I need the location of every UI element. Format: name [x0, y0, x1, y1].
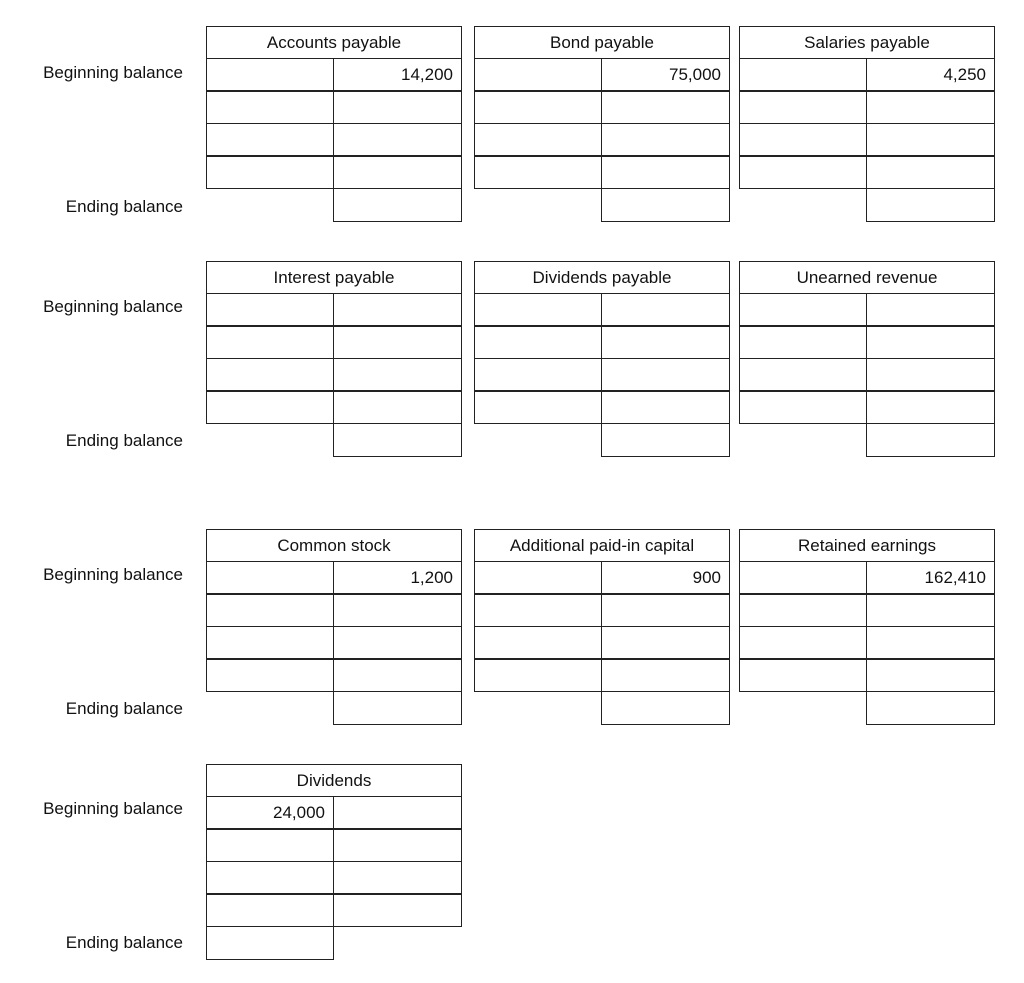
t-account-dividends	[206, 764, 462, 960]
ending-credit-cell[interactable]	[333, 691, 463, 725]
ending-credit-cell[interactable]	[333, 423, 463, 457]
debit-cell[interactable]	[739, 658, 867, 692]
entry-row	[206, 626, 462, 660]
ending-row	[206, 188, 462, 222]
beginning-row	[739, 561, 995, 595]
entry-row	[206, 155, 462, 189]
credit-cell[interactable]	[333, 123, 463, 157]
credit-cell[interactable]	[333, 861, 463, 895]
credit-cell[interactable]	[333, 293, 463, 327]
empty-cell	[739, 188, 867, 222]
credit-cell[interactable]	[866, 593, 996, 627]
ending-row	[206, 691, 462, 725]
debit-cell[interactable]	[474, 123, 602, 157]
ending-credit-cell[interactable]	[601, 188, 731, 222]
credit-cell[interactable]	[333, 325, 463, 359]
credit-cell[interactable]	[333, 796, 463, 830]
ending-credit-cell[interactable]	[866, 188, 996, 222]
t-account-common-stock	[206, 529, 462, 725]
ending-row	[206, 423, 462, 457]
account-title: Common stock	[206, 529, 462, 562]
entry-row	[206, 861, 462, 895]
empty-cell	[206, 188, 334, 222]
credit-cell[interactable]	[601, 593, 731, 627]
entry-row	[474, 358, 730, 392]
ending-balance-label: Ending balance	[65, 197, 183, 216]
debit-cell[interactable]	[474, 155, 602, 189]
beginning-row	[206, 58, 462, 92]
empty-cell	[206, 691, 334, 725]
credit-cell[interactable]: 75,000	[601, 58, 731, 92]
debit-cell[interactable]	[474, 593, 602, 627]
debit-cell[interactable]	[739, 390, 867, 424]
debit-cell[interactable]	[474, 293, 602, 327]
t-account-unearned-revenue	[739, 261, 995, 457]
credit-cell[interactable]	[601, 626, 731, 660]
entry-row	[739, 123, 995, 157]
debit-cell[interactable]	[474, 90, 602, 124]
credit-cell[interactable]	[866, 90, 996, 124]
entry-row	[739, 155, 995, 189]
credit-cell[interactable]	[333, 390, 463, 424]
beginning-balance-label: Beginning balance	[43, 799, 183, 818]
debit-cell[interactable]	[739, 293, 867, 327]
entry-row	[206, 358, 462, 392]
credit-cell[interactable]: 4,250	[866, 58, 996, 92]
ending-balance-label: Ending balance	[65, 431, 183, 450]
entry-row	[739, 658, 995, 692]
debit-cell[interactable]	[206, 828, 334, 862]
account-title: Retained earnings	[739, 529, 995, 562]
ending-balance-label: Ending balance	[65, 933, 183, 952]
empty-cell	[474, 188, 602, 222]
credit-cell[interactable]	[333, 358, 463, 392]
credit-cell[interactable]	[333, 658, 463, 692]
debit-cell[interactable]	[739, 155, 867, 189]
credit-cell[interactable]	[601, 90, 731, 124]
entry-row	[206, 390, 462, 424]
debit-cell[interactable]	[739, 58, 867, 92]
account-title: Accounts payable	[206, 26, 462, 59]
credit-cell[interactable]	[866, 155, 996, 189]
beginning-row	[739, 58, 995, 92]
empty-cell	[333, 926, 463, 960]
debit-cell[interactable]	[206, 390, 334, 424]
credit-cell[interactable]	[866, 390, 996, 424]
debit-cell[interactable]	[739, 626, 867, 660]
beginning-balance-label: Beginning balance	[43, 297, 183, 316]
beginning-row	[206, 293, 462, 327]
entry-row	[474, 325, 730, 359]
credit-cell[interactable]	[866, 123, 996, 157]
account-title: Additional paid-in capital	[474, 529, 730, 562]
empty-cell	[474, 423, 602, 457]
ending-row	[474, 691, 730, 725]
debit-cell[interactable]	[206, 155, 334, 189]
account-title: Unearned revenue	[739, 261, 995, 294]
account-title: Salaries payable	[739, 26, 995, 59]
credit-cell[interactable]	[866, 293, 996, 327]
debit-cell[interactable]	[206, 293, 334, 327]
beginning-balance-label: Beginning balance	[43, 565, 183, 584]
entry-row	[206, 593, 462, 627]
ending-balance-label: Ending balance	[65, 699, 183, 718]
entry-row	[474, 658, 730, 692]
ending-credit-cell[interactable]	[866, 691, 996, 725]
credit-cell[interactable]	[866, 658, 996, 692]
beginning-row	[739, 293, 995, 327]
debit-cell[interactable]	[474, 561, 602, 595]
ending-credit-cell[interactable]	[601, 423, 731, 457]
debit-cell[interactable]	[206, 90, 334, 124]
account-title: Dividends payable	[474, 261, 730, 294]
entry-row	[739, 90, 995, 124]
entry-row	[739, 358, 995, 392]
debit-cell[interactable]	[739, 325, 867, 359]
entry-row	[206, 893, 462, 927]
debit-cell[interactable]	[474, 390, 602, 424]
credit-cell[interactable]	[333, 626, 463, 660]
account-title: Interest payable	[206, 261, 462, 294]
ending-row	[206, 926, 462, 960]
t-account-additional-paid-in-capital	[474, 529, 730, 725]
debit-cell[interactable]	[474, 58, 602, 92]
beginning-row	[206, 796, 462, 830]
credit-cell[interactable]	[601, 658, 731, 692]
empty-cell	[474, 691, 602, 725]
debit-cell[interactable]	[206, 658, 334, 692]
ending-credit-cell[interactable]	[601, 691, 731, 725]
credit-cell[interactable]	[601, 358, 731, 392]
debit-cell[interactable]	[206, 593, 334, 627]
debit-cell[interactable]	[206, 358, 334, 392]
entry-row	[474, 155, 730, 189]
t-account-bond-payable	[474, 26, 730, 222]
debit-cell[interactable]	[739, 90, 867, 124]
empty-cell	[739, 691, 867, 725]
credit-cell[interactable]: 162,410	[866, 561, 996, 595]
entry-row	[206, 90, 462, 124]
credit-cell[interactable]	[333, 90, 463, 124]
credit-cell[interactable]	[333, 593, 463, 627]
entry-row	[474, 593, 730, 627]
ending-row	[474, 423, 730, 457]
ending-credit-cell[interactable]	[333, 188, 463, 222]
credit-cell[interactable]	[601, 155, 731, 189]
debit-cell[interactable]	[206, 58, 334, 92]
credit-cell[interactable]	[866, 626, 996, 660]
credit-cell[interactable]	[601, 325, 731, 359]
account-title: Bond payable	[474, 26, 730, 59]
empty-cell	[206, 423, 334, 457]
ending-row	[739, 691, 995, 725]
beginning-row	[474, 293, 730, 327]
credit-cell[interactable]: 14,200	[333, 58, 463, 92]
credit-cell[interactable]	[866, 358, 996, 392]
credit-cell[interactable]	[601, 293, 731, 327]
entry-row	[739, 325, 995, 359]
t-account-interest-payable	[206, 261, 462, 457]
beginning-row	[206, 561, 462, 595]
t-account-accounts-payable	[206, 26, 462, 222]
credit-cell[interactable]	[601, 390, 731, 424]
empty-cell	[739, 423, 867, 457]
debit-cell[interactable]	[739, 561, 867, 595]
ending-debit-cell[interactable]	[206, 926, 334, 960]
debit-cell[interactable]	[206, 893, 334, 927]
debit-cell[interactable]	[474, 325, 602, 359]
debit-cell[interactable]	[739, 358, 867, 392]
credit-cell[interactable]	[866, 325, 996, 359]
entry-row	[474, 390, 730, 424]
credit-cell[interactable]: 1,200	[333, 561, 463, 595]
credit-cell[interactable]	[601, 123, 731, 157]
beginning-row	[474, 561, 730, 595]
t-account-salaries-payable	[739, 26, 995, 222]
ending-row	[739, 423, 995, 457]
beginning-balance-label: Beginning balance	[43, 63, 183, 82]
entry-row	[474, 90, 730, 124]
credit-cell[interactable]	[333, 828, 463, 862]
entry-row	[206, 325, 462, 359]
beginning-row	[474, 58, 730, 92]
debit-cell[interactable]	[474, 658, 602, 692]
debit-cell[interactable]	[474, 626, 602, 660]
t-account-retained-earnings	[739, 529, 995, 725]
t-account-dividends-payable	[474, 261, 730, 457]
debit-cell[interactable]	[206, 561, 334, 595]
debit-cell[interactable]	[206, 861, 334, 895]
entry-row	[474, 123, 730, 157]
credit-cell[interactable]: 900	[601, 561, 731, 595]
credit-cell[interactable]	[333, 893, 463, 927]
entry-row	[739, 626, 995, 660]
debit-cell[interactable]	[206, 626, 334, 660]
debit-cell[interactable]	[206, 325, 334, 359]
ending-row	[739, 188, 995, 222]
entry-row	[206, 658, 462, 692]
entry-row	[206, 123, 462, 157]
credit-cell[interactable]	[333, 155, 463, 189]
debit-cell[interactable]	[739, 593, 867, 627]
entry-row	[206, 828, 462, 862]
entry-row	[474, 626, 730, 660]
debit-cell[interactable]	[474, 358, 602, 392]
entry-row	[739, 593, 995, 627]
debit-cell[interactable]	[206, 123, 334, 157]
ending-credit-cell[interactable]	[866, 423, 996, 457]
debit-cell[interactable]: 24,000	[206, 796, 334, 830]
debit-cell[interactable]	[739, 123, 867, 157]
account-title: Dividends	[206, 764, 462, 797]
entry-row	[739, 390, 995, 424]
ending-row	[474, 188, 730, 222]
